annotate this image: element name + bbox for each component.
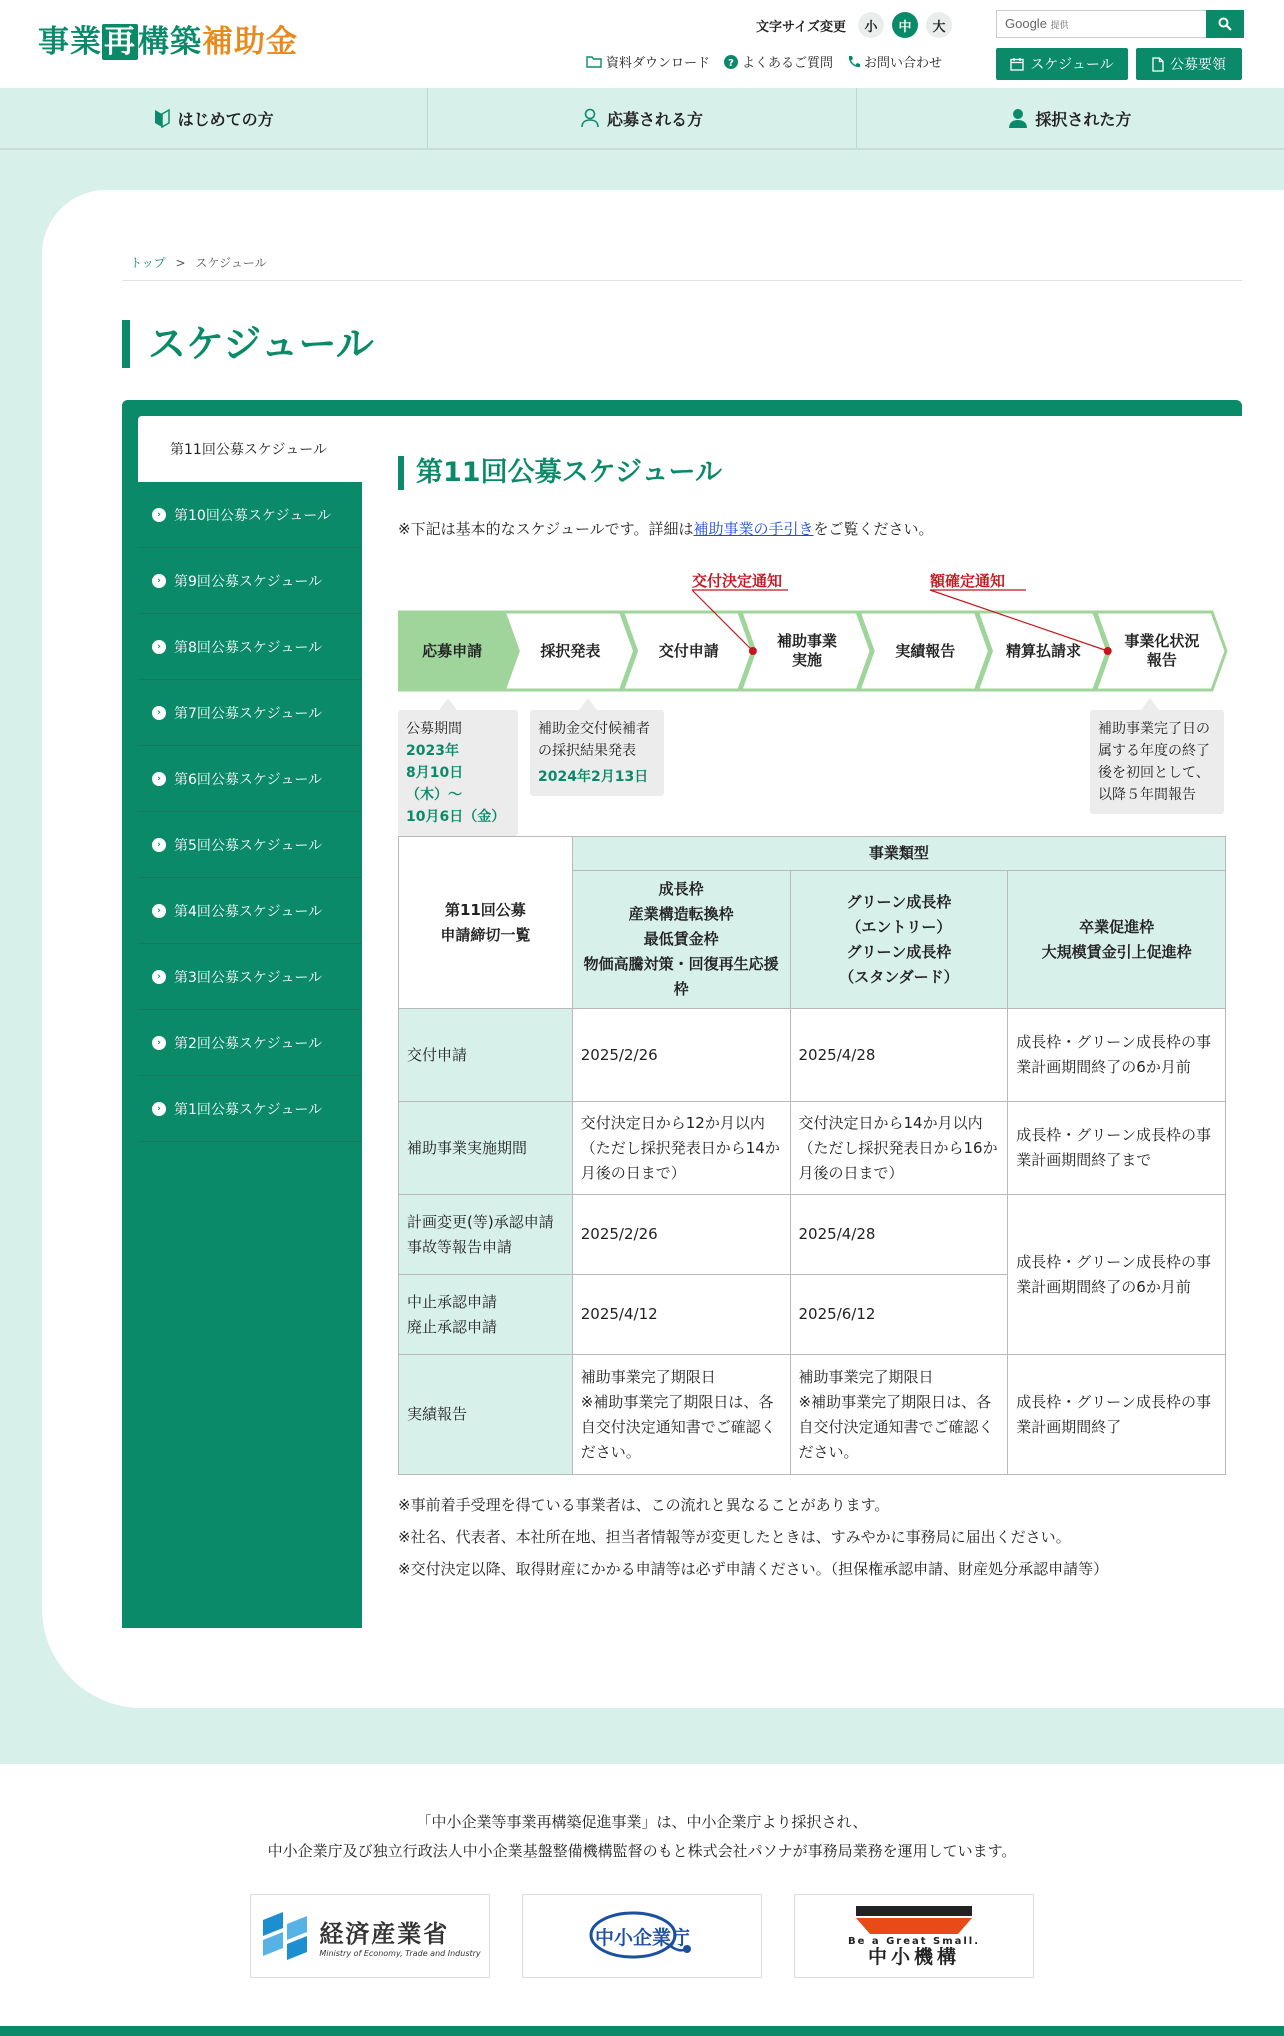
smrj-logo-link[interactable] <box>794 1894 1034 1978</box>
sidebar-item-label: 第1回公募スケジュール <box>174 1101 323 1118</box>
footer-line1: 「中小企業等事業再構築促進事業」は、中小企業庁より採択され、 <box>416 1813 868 1831</box>
sidebar-item[interactable] <box>138 548 362 614</box>
sme-agency-logo-text: 中小企業庁 <box>595 1927 691 1949</box>
sidebar-item[interactable] <box>138 812 362 878</box>
guide-link[interactable]: 補助事業の手引き <box>693 520 814 538</box>
sidebar-item-label: 第7回公募スケジュール <box>174 705 323 722</box>
table-cell: 成長枠・グリーン成長枠の事業計画期間終了の6か月前 <box>1008 1009 1226 1102</box>
footer-text <box>0 1808 1284 1866</box>
sidebar-item[interactable] <box>138 1010 362 1076</box>
table-row <box>399 1102 1226 1195</box>
font-size-small-button[interactable]: 小 <box>858 12 884 38</box>
font-size-medium-button[interactable]: 中 <box>892 12 918 38</box>
flow-step-label: 事業化状況 報告 <box>1124 632 1200 669</box>
utility-links <box>586 52 942 71</box>
site-header <box>0 0 1284 88</box>
site-logo[interactable] <box>38 22 298 62</box>
flow-tag-amount-confirm: 額確定通知 <box>930 572 1006 590</box>
logo-text-3: 構築 <box>138 24 202 60</box>
user-filled-icon <box>1009 108 1027 128</box>
beginner-icon <box>154 108 170 128</box>
footnote: ※交付決定以降、取得財産にかかる申請等は必ず申請ください。（担保権承認申請、財産処分承認申請等） <box>398 1560 1109 1578</box>
sidebar-item[interactable] <box>138 680 362 746</box>
flow-step-label: 交付申請 <box>658 641 719 660</box>
table-cell: 2025/6/12 <box>790 1275 1008 1355</box>
sidebar-item[interactable] <box>138 482 362 548</box>
table-cell: 補助事業完了期限日 ※補助事業完了期限日は、各自交付決定通知書でご確認ください。 <box>790 1355 1008 1475</box>
search-placeholder-suffix: 提供 <box>1050 20 1069 30</box>
flow-bubble-report <box>1090 710 1224 814</box>
breadcrumb-top-link[interactable]: トップ <box>130 256 166 270</box>
search-button[interactable] <box>1206 10 1244 38</box>
sidebar-item[interactable] <box>138 878 362 944</box>
flow-step-label: 精算払請求 <box>1006 641 1082 660</box>
footer-line2: 中小企業庁及び独立行政法人中小企業基盤整備機構監督のもと株式会社パソナが事務局業務を運用しています。 <box>267 1842 1017 1860</box>
bubble1-line1: 公募期間 <box>406 721 462 737</box>
schedule-sidebar <box>122 400 362 1628</box>
bubble1-line2: 2023年 <box>406 743 459 759</box>
contact-link-label: お問い合わせ <box>864 56 943 71</box>
footer-bar <box>0 2026 1284 2036</box>
chevron-right-icon: › <box>152 508 166 522</box>
sidebar-item-label: 第11回公募スケジュール <box>170 442 327 458</box>
table-cell: 補助事業完了期限日 ※補助事業完了期限日は、各自交付決定通知書でご確認ください。 <box>572 1355 790 1475</box>
bubble2-line3: 2024年2月13日 <box>538 769 649 785</box>
gnav-adopted-label: 採択された方 <box>1035 109 1132 129</box>
row-label: 実績報告 <box>399 1355 573 1475</box>
gnav-applicant[interactable] <box>428 88 856 148</box>
meti-logo-subtext: Ministry of Economy, Trade and Industry <box>319 1949 481 1958</box>
flow-step-label: 補助事業 実施 <box>776 632 837 669</box>
divider <box>122 280 1242 281</box>
page-title: スケジュール <box>122 320 374 368</box>
sidebar-item-label: 第4回公募スケジュール <box>174 903 323 920</box>
row-label: 計画変更(等)承認申請 事故等報告申請 <box>399 1195 573 1275</box>
table-cell: 交付決定日から14か月以内（ただし採択発表日から16か月後の日まで） <box>790 1102 1008 1195</box>
flow-step-label: 実績報告 <box>895 641 956 660</box>
sidebar-item-label: 第9回公募スケジュール <box>174 573 323 590</box>
row-label: 交付申請 <box>399 1009 573 1102</box>
chevron-right-icon: › <box>152 970 166 984</box>
search-input[interactable] <box>996 10 1206 38</box>
table-row <box>399 1009 1226 1102</box>
table-col-header-green: グリーン成長枠 （エントリー） グリーン成長枠 （スタンダード） <box>790 871 1008 1009</box>
bubble1-line3: 8月10日（木）〜 <box>406 765 464 803</box>
table-row <box>399 1195 1226 1275</box>
guideline-button[interactable] <box>1136 48 1242 80</box>
sidebar-item-label: 第6回公募スケジュール <box>174 771 323 788</box>
font-size-large-button[interactable]: 大 <box>926 12 952 38</box>
folder-icon <box>586 55 602 68</box>
guideline-button-label: 公募要領 <box>1170 57 1226 73</box>
faq-link[interactable] <box>724 52 833 71</box>
chevron-right-icon: › <box>152 904 166 918</box>
flow-step-label: 応募申請 <box>422 641 483 660</box>
meti-logo-icon <box>259 1910 311 1962</box>
chevron-right-icon: › <box>152 640 166 654</box>
table-cell: 成長枠・グリーン成長枠の事業計画期間終了の6か月前 <box>1008 1195 1226 1355</box>
sme-agency-logo <box>587 1909 697 1963</box>
flow-step-label: 採択発表 <box>540 641 601 660</box>
table-cell: 交付決定日から12か月以内（ただし採択発表日から14か月後の日まで） <box>572 1102 790 1195</box>
bubble3-line3: 後を初回として、 <box>1098 765 1210 781</box>
bubble3-line2: 属する年度の終了 <box>1098 743 1210 759</box>
gnav-beginner-label: はじめての方 <box>177 109 274 129</box>
bubble-pointer <box>439 698 457 710</box>
font-size-switcher <box>756 12 952 38</box>
svg-text:?: ? <box>728 57 734 69</box>
chevron-right-icon: › <box>152 1036 166 1050</box>
sme-agency-logo-link[interactable] <box>522 1894 762 1978</box>
row-label: 補助事業実施期間 <box>399 1102 573 1195</box>
gnav-beginner[interactable] <box>0 88 428 148</box>
bubble-pointer <box>1141 698 1159 710</box>
sidebar-item-label: 第8回公募スケジュール <box>174 639 323 656</box>
smrj-logo-subtext: Be a Great Small. <box>847 1935 981 1947</box>
footnote: ※社名、代表者、本社所在地、担当者情報等が変更したときは、すみやかに事務局に届出ください。 <box>398 1528 1071 1546</box>
faq-link-label: よくあるご質問 <box>742 56 834 71</box>
gnav-adopted[interactable] <box>857 88 1284 148</box>
chevron-right-icon: › <box>152 574 166 588</box>
table-cell: 2025/2/26 <box>572 1009 790 1102</box>
deadline-table <box>398 836 1226 1475</box>
bubble2-line1: 補助金交付候補者 <box>538 721 650 737</box>
breadcrumb <box>130 254 267 271</box>
chevron-right-icon: › <box>152 706 166 720</box>
flow-leader-dot <box>1104 647 1112 655</box>
breadcrumb-separator: > <box>175 256 186 270</box>
schedule-button[interactable] <box>996 48 1128 80</box>
section-title: 第11回公募スケジュール <box>398 456 722 490</box>
flow-leader-dot <box>749 647 757 655</box>
sidebar-item-label: 第10回公募スケジュール <box>174 507 331 524</box>
contact-link[interactable] <box>847 52 942 71</box>
sidebar-item[interactable] <box>138 614 362 680</box>
table-row <box>399 1355 1226 1475</box>
table-col-header-growth: 成長枠 産業構造転換枠 最低賃金枠 物価高騰対策・回復再生応援枠 <box>572 871 790 1009</box>
chevron-right-icon: › <box>152 1102 166 1116</box>
table-cell: 2025/4/12 <box>572 1275 790 1355</box>
font-size-label: 文字サイズ変更 <box>756 19 846 35</box>
table-group-header: 事業類型 <box>572 837 1225 871</box>
row-label: 中止承認申請 廃止承認申請 <box>399 1275 573 1355</box>
table-cell: 2025/4/28 <box>790 1009 1008 1102</box>
schedule-flow <box>398 570 1228 825</box>
document-icon <box>1152 57 1164 72</box>
smrj-logo-mark-icon <box>856 1906 972 1934</box>
download-link[interactable] <box>586 52 710 71</box>
bubble-pointer <box>579 698 597 710</box>
flow-bubble-selection <box>530 710 664 796</box>
search-icon <box>1218 17 1232 31</box>
global-nav <box>0 88 1284 150</box>
gnav-applicant-label: 応募される方 <box>606 109 703 129</box>
chevron-right-icon: › <box>152 838 166 852</box>
sidebar-item-label: 第3回公募スケジュール <box>174 969 323 986</box>
sidebar-item-label: 第5回公募スケジュール <box>174 837 323 854</box>
sidebar-item[interactable] <box>138 1076 362 1142</box>
bubble3-line1: 補助事業完了日の <box>1098 721 1210 737</box>
table-cell: 2025/4/28 <box>790 1195 1008 1275</box>
footnote: ※事前着手受理を得ている事業者は、この流れと異なることがあります。 <box>398 1496 890 1514</box>
table-cell: 2025/2/26 <box>572 1195 790 1275</box>
search-placeholder-brand: Google <box>1005 16 1047 31</box>
sidebar-item[interactable] <box>138 746 362 812</box>
bubble1-line4: 10月6日（金） <box>406 809 506 825</box>
intro-note-post: をご覧ください。 <box>813 520 934 538</box>
bubble2-line2: の採択結果発表 <box>538 743 636 759</box>
download-link-label: 資料ダウンロード <box>606 56 711 71</box>
flow-bubble-application <box>398 710 518 836</box>
calendar-icon <box>1010 57 1024 71</box>
intro-note-pre: ※下記は基本的なスケジュールです。詳細は <box>398 520 694 538</box>
logo-text-2: 再 <box>104 24 136 60</box>
sidebar-item-label: 第2回公募スケジュール <box>174 1035 323 1052</box>
phone-icon <box>847 55 860 69</box>
smrj-logo-text: 中小機構 <box>867 1945 960 1968</box>
logo-text-1: 事業 <box>38 24 102 60</box>
sidebar-item[interactable] <box>138 416 362 482</box>
breadcrumb-current: スケジュール <box>195 256 267 270</box>
intro-note <box>398 518 934 539</box>
chevron-right-icon: › <box>152 772 166 786</box>
bubble3-line4: 以降５年間報告 <box>1098 787 1196 803</box>
schedule-button-label: スケジュール <box>1030 57 1114 73</box>
meti-logo-text: 経済産業省 <box>319 1919 450 1948</box>
meti-logo-link[interactable] <box>250 1894 490 1978</box>
sidebar-item[interactable] <box>138 944 362 1010</box>
logo-text-4: 補助金 <box>202 24 298 60</box>
user-outline-icon <box>581 108 599 128</box>
search-box <box>996 10 1244 38</box>
table-col-header-graduation: 卒業促進枠 大規模賃金引上促進枠 <box>1008 871 1226 1009</box>
table-cell: 成長枠・グリーン成長枠の事業計画期間終了まで <box>1008 1102 1226 1195</box>
table-corner-header: 第11回公募 申請締切一覧 <box>399 837 573 1009</box>
flow-tag-grant-decision: 交付決定通知 <box>692 572 783 590</box>
question-icon <box>724 55 738 69</box>
table-cell: 成長枠・グリーン成長枠の事業計画期間終了 <box>1008 1355 1226 1475</box>
